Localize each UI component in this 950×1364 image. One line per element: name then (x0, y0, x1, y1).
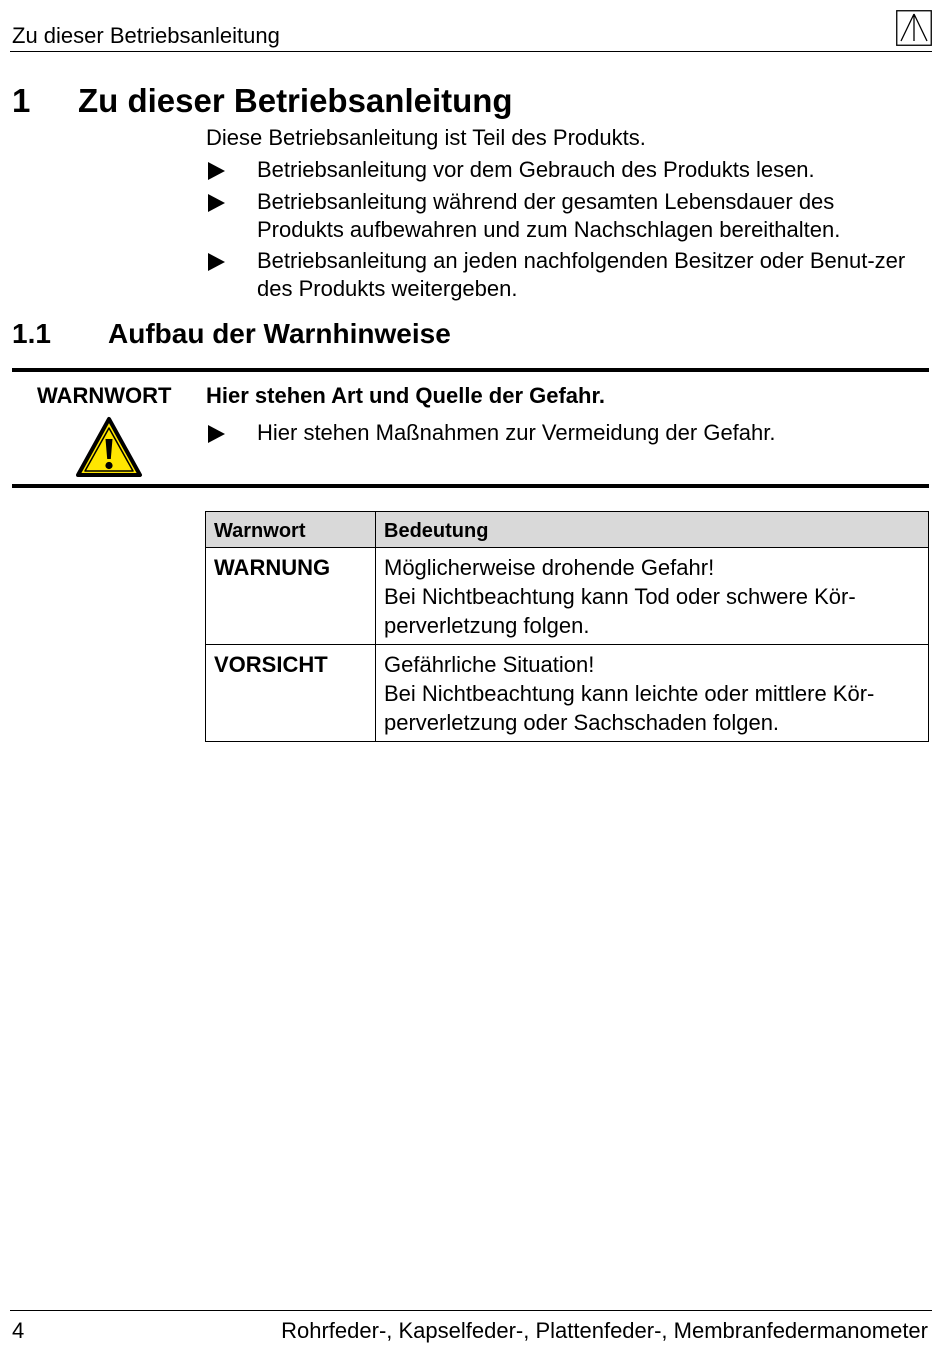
bullet-arrow-icon (208, 425, 225, 443)
header-rule (10, 51, 932, 52)
instruction-text: Betriebsanleitung an jeden nachfolgenden Besitzer oder Benut-zer des Produkts weitergeben. (257, 248, 906, 301)
signal-word-cell: WARNUNG (206, 548, 376, 645)
instruction-text: Betriebsanleitung während der gesamten Lebensdauer des Produkts aufbewahren und zum Nachschlagen bereithalten. (257, 189, 841, 242)
page-number: 4 (12, 1318, 25, 1343)
table-header-row (206, 512, 929, 548)
signal-word-table (205, 511, 929, 742)
instruction-item (206, 247, 926, 303)
bullet-arrow-icon (208, 194, 225, 212)
meaning-cell: Gefährliche Situation! Bei Nichtbeachtung kann leichte oder mittlere Kör-perverletzung oder Sachschaden folgen. (376, 645, 929, 742)
signal-word: WARNWORT (37, 383, 172, 408)
table-row (206, 548, 929, 645)
meaning-cell: Möglicherweise drohende Gefahr! Bei Nichtbeachtung kann Tod oder schwere Kör-perverletzung folgen. (376, 548, 929, 645)
running-header-title: Zu dieser Betriebsanleitung (12, 23, 280, 48)
column-header-bedeutung: Bedeutung (376, 512, 929, 548)
warning-triangle-icon (75, 416, 143, 478)
signal-word-cell: VORSICHT (206, 645, 376, 742)
instruction-text: Betriebsanleitung vor dem Gebrauch des Produkts lesen. (257, 157, 815, 182)
chapter-number: 1 (12, 82, 31, 119)
footer-rule (10, 1310, 932, 1311)
section-title: Aufbau der Warnhinweise (108, 318, 451, 349)
manufacturer-logo-icon (896, 10, 932, 46)
bullet-arrow-icon (208, 162, 225, 180)
warning-box-bottom-rule (12, 484, 929, 488)
hazard-headline: Hier stehen Art und Quelle der Gefahr. (206, 383, 605, 408)
table-row (206, 645, 929, 742)
footer-document-title: Rohrfeder-, Kapselfeder-, Plattenfeder-, Membranfedermanometer (281, 1318, 928, 1343)
hazard-measure-text: Hier stehen Maßnahmen zur Vermeidung der Gefahr. (257, 420, 776, 445)
instruction-item (206, 188, 926, 244)
column-header-warnwort: Warnwort (206, 512, 376, 548)
intro-paragraph: Diese Betriebsanleitung ist Teil des Produkts. (206, 125, 646, 150)
hazard-measure-item (206, 419, 926, 447)
chapter-title: Zu dieser Betriebsanleitung (78, 82, 513, 119)
warning-box-top-rule (12, 368, 929, 372)
section-number: 1.1 (12, 318, 51, 349)
bullet-arrow-icon (208, 253, 225, 271)
instruction-item (206, 156, 926, 184)
